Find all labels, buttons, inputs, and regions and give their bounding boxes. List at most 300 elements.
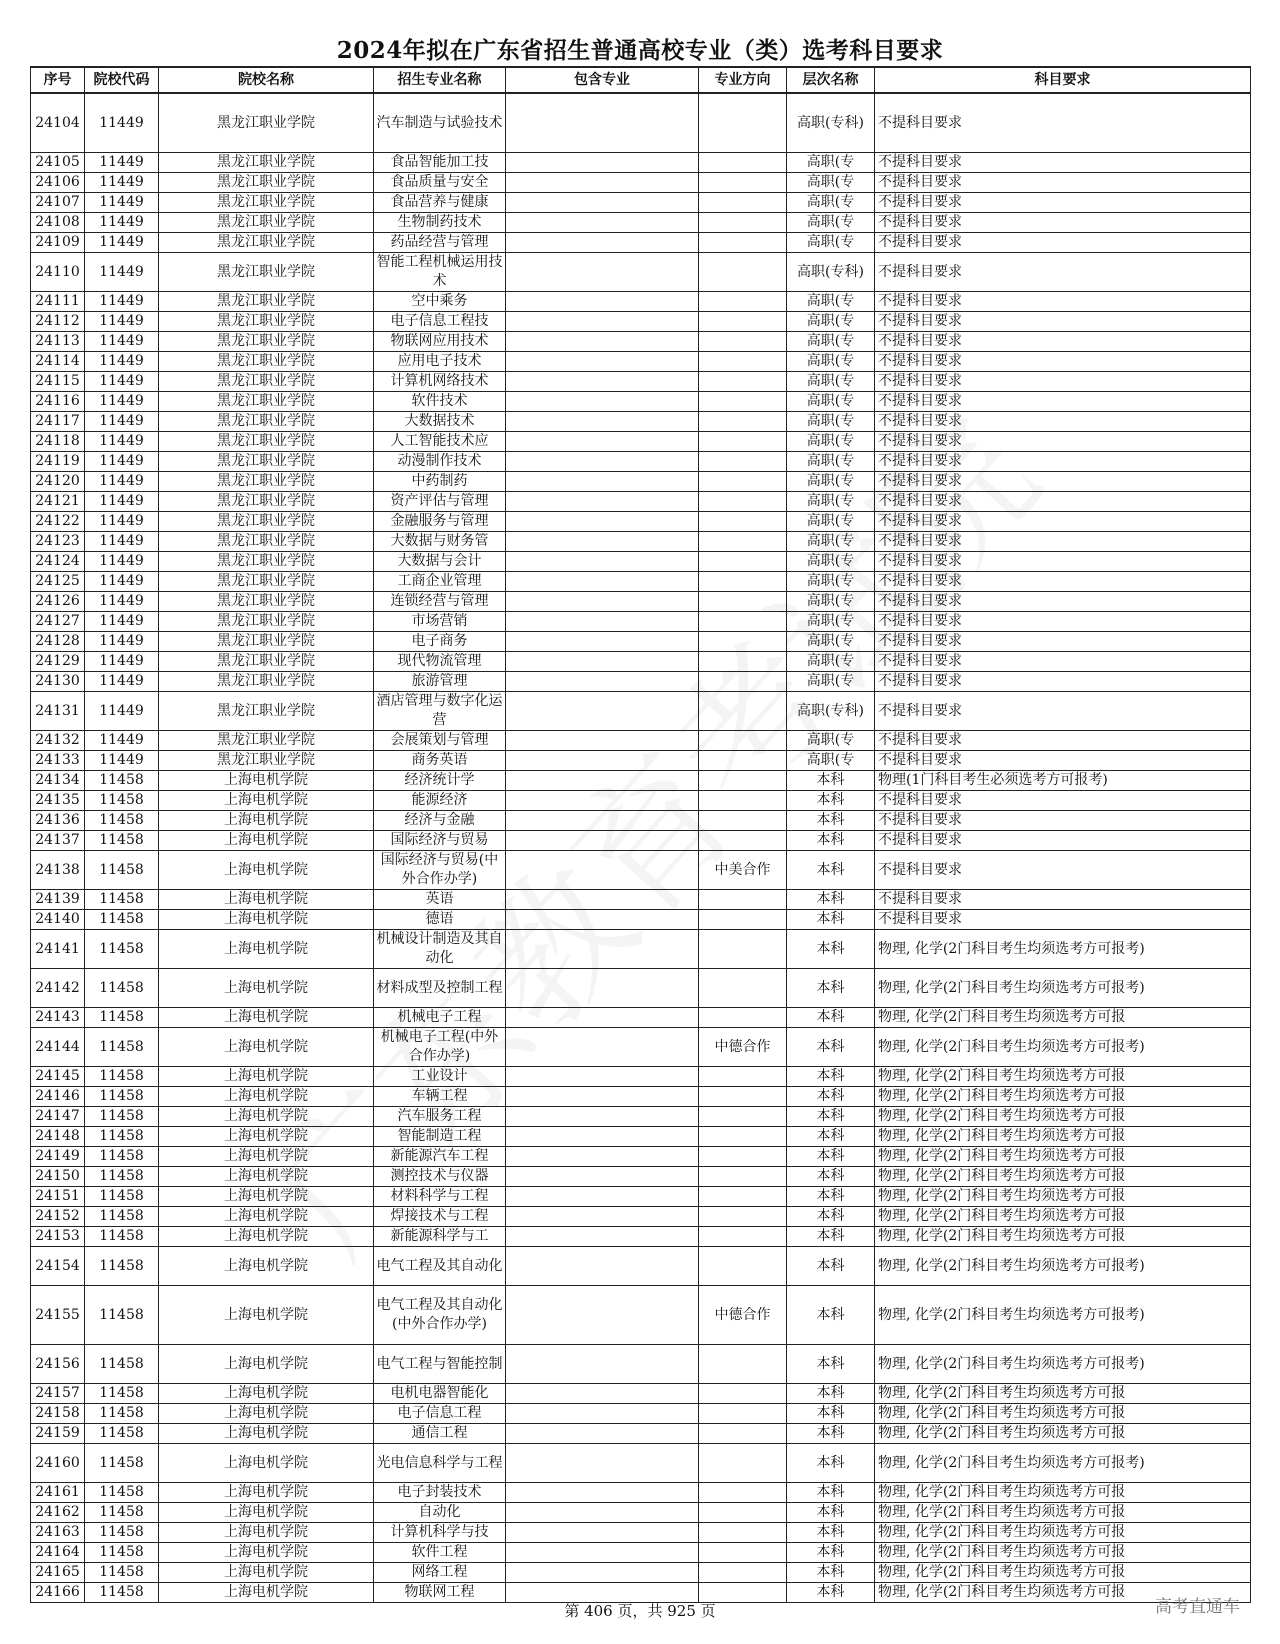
cell-school-name: 黑龙江职业学院 [159, 432, 374, 452]
cell-level: 本科 [787, 851, 875, 890]
cell-major-name: 新能源科学与工 [374, 1227, 506, 1247]
cell-included-majors [506, 1424, 699, 1444]
table-body [31, 93, 1251, 1603]
cell-school-name: 黑龙江职业学院 [159, 312, 374, 332]
cell-level: 本科 [787, 1008, 875, 1028]
cell-level: 高职(专 [787, 432, 875, 452]
cell-level: 高职(专 [787, 731, 875, 751]
cell-seq: 24113 [31, 332, 85, 352]
table-row [31, 292, 1251, 312]
table-row [31, 452, 1251, 472]
cell-school-code: 11449 [85, 592, 159, 612]
cell-major-name: 汽车服务工程 [374, 1107, 506, 1127]
cell-included-majors [506, 332, 699, 352]
cell-direction [699, 312, 787, 332]
cell-direction [699, 512, 787, 532]
cell-subject-requirement: 不提科目要求 [875, 811, 1251, 831]
cell-subject-requirement: 不提科目要求 [875, 253, 1251, 292]
cell-subject-requirement: 不提科目要求 [875, 452, 1251, 472]
cell-level: 本科 [787, 930, 875, 969]
cell-direction [699, 890, 787, 910]
cell-direction [699, 332, 787, 352]
cell-seq: 24137 [31, 831, 85, 851]
cell-direction [699, 472, 787, 492]
cell-school-name: 黑龙江职业学院 [159, 731, 374, 751]
cell-included-majors [506, 930, 699, 969]
cell-school-name: 黑龙江职业学院 [159, 292, 374, 312]
table-row [31, 173, 1251, 193]
cell-included-majors [506, 851, 699, 890]
cell-school-name: 上海电机学院 [159, 1187, 374, 1207]
cell-seq: 24149 [31, 1147, 85, 1167]
table-row [31, 1384, 1251, 1404]
table-row [31, 910, 1251, 930]
cell-major-name: 电子信息工程技 [374, 312, 506, 332]
table-row [31, 751, 1251, 771]
cell-school-name: 黑龙江职业学院 [159, 692, 374, 731]
cell-included-majors [506, 153, 699, 173]
cell-major-name: 机械电子工程(中外合作办学) [374, 1028, 506, 1067]
cell-subject-requirement: 物理, 化学(2门科目考生均须选考方可报考) [875, 1286, 1251, 1345]
cell-included-majors [506, 412, 699, 432]
cell-major-name: 经济与金融 [374, 811, 506, 831]
cell-direction [699, 652, 787, 672]
cell-direction [699, 1424, 787, 1444]
cell-included-majors [506, 731, 699, 751]
cell-subject-requirement: 不提科目要求 [875, 392, 1251, 412]
cell-level: 本科 [787, 890, 875, 910]
cell-school-name: 黑龙江职业学院 [159, 452, 374, 472]
cell-subject-requirement: 物理, 化学(2门科目考生均须选考方可报 [875, 1187, 1251, 1207]
cell-direction [699, 432, 787, 452]
table-row [31, 332, 1251, 352]
cell-level: 本科 [787, 1483, 875, 1503]
cell-seq: 24129 [31, 652, 85, 672]
cell-major-name: 应用电子技术 [374, 352, 506, 372]
cell-direction [699, 910, 787, 930]
cell-major-name: 智能制造工程 [374, 1127, 506, 1147]
table-row [31, 1424, 1251, 1444]
cell-included-majors [506, 969, 699, 1008]
cell-direction [699, 771, 787, 791]
cell-subject-requirement: 物理(1门科目考生必须选考方可报考) [875, 771, 1251, 791]
cell-level: 高职(专 [787, 652, 875, 672]
cell-level: 本科 [787, 1583, 875, 1603]
cell-included-majors [506, 771, 699, 791]
cell-seq: 24126 [31, 592, 85, 612]
cell-direction [699, 412, 787, 432]
cell-level: 本科 [787, 969, 875, 1008]
cell-included-majors [506, 193, 699, 213]
cell-school-code: 11458 [85, 1424, 159, 1444]
cell-level: 本科 [787, 1563, 875, 1583]
cell-school-code: 11449 [85, 412, 159, 432]
cell-school-name: 上海电机学院 [159, 1424, 374, 1444]
cell-direction [699, 233, 787, 253]
cell-school-code: 11458 [85, 1087, 159, 1107]
cell-school-code: 11458 [85, 1583, 159, 1603]
cell-subject-requirement: 物理, 化学(2门科目考生均须选考方可报 [875, 1067, 1251, 1087]
table-row [31, 731, 1251, 751]
header-school-code: 院校代码 [85, 67, 159, 93]
cell-included-majors [506, 1404, 699, 1424]
cell-school-code: 11458 [85, 831, 159, 851]
page-title: 2024年拟在广东省招生普通高校专业（类）选考科目要求 [336, 37, 944, 64]
cell-level: 本科 [787, 1286, 875, 1345]
cell-included-majors [506, 1563, 699, 1583]
cell-direction [699, 632, 787, 652]
cell-school-code: 11458 [85, 771, 159, 791]
cell-level: 高职(专 [787, 672, 875, 692]
table-row [31, 153, 1251, 173]
header-included-majors: 包含专业 [506, 67, 699, 93]
cell-direction [699, 1227, 787, 1247]
cell-major-name: 电子信息工程 [374, 1404, 506, 1424]
cell-school-name: 上海电机学院 [159, 1008, 374, 1028]
cell-school-code: 11449 [85, 512, 159, 532]
cell-seq: 24119 [31, 452, 85, 472]
cell-included-majors [506, 1227, 699, 1247]
cell-direction [699, 352, 787, 372]
table-row [31, 1444, 1251, 1483]
cell-school-name: 黑龙江职业学院 [159, 193, 374, 213]
cell-school-code: 11458 [85, 1444, 159, 1483]
cell-included-majors [506, 831, 699, 851]
cell-major-name: 焊接技术与工程 [374, 1207, 506, 1227]
cell-included-majors [506, 1345, 699, 1384]
cell-seq: 24145 [31, 1067, 85, 1087]
cell-included-majors [506, 1107, 699, 1127]
cell-included-majors [506, 1444, 699, 1483]
cell-school-name: 黑龙江职业学院 [159, 253, 374, 292]
table-row [31, 1107, 1251, 1127]
cell-included-majors [506, 672, 699, 692]
cell-school-code: 11458 [85, 1167, 159, 1187]
cell-seq: 24140 [31, 910, 85, 930]
cell-direction [699, 1107, 787, 1127]
table-row [31, 1247, 1251, 1286]
table-row [31, 552, 1251, 572]
cell-school-code: 11449 [85, 193, 159, 213]
table-row [31, 312, 1251, 332]
cell-direction [699, 672, 787, 692]
cell-school-name: 上海电机学院 [159, 1286, 374, 1345]
cell-direction [699, 1444, 787, 1483]
cell-major-name: 计算机网络技术 [374, 372, 506, 392]
cell-included-majors [506, 811, 699, 831]
cell-seq: 24128 [31, 632, 85, 652]
cell-seq: 24127 [31, 612, 85, 632]
cell-seq: 24143 [31, 1008, 85, 1028]
cell-school-code: 11449 [85, 173, 159, 193]
cell-school-code: 11449 [85, 213, 159, 233]
cell-included-majors [506, 213, 699, 233]
cell-school-code: 11449 [85, 632, 159, 652]
cell-school-name: 黑龙江职业学院 [159, 392, 374, 412]
cell-seq: 24160 [31, 1444, 85, 1483]
cell-level: 高职(专 [787, 412, 875, 432]
cell-school-name: 上海电机学院 [159, 1543, 374, 1563]
table-row [31, 672, 1251, 692]
cell-school-name: 上海电机学院 [159, 1404, 374, 1424]
cell-seq: 24152 [31, 1207, 85, 1227]
cell-level: 高职(专 [787, 193, 875, 213]
cell-level: 高职(专 [787, 213, 875, 233]
cell-seq: 24116 [31, 392, 85, 412]
cell-school-code: 11458 [85, 1384, 159, 1404]
table-row [31, 1147, 1251, 1167]
cell-level: 本科 [787, 1107, 875, 1127]
cell-level: 本科 [787, 1384, 875, 1404]
header-school-name: 院校名称 [159, 67, 374, 93]
cell-school-code: 11458 [85, 1008, 159, 1028]
cell-direction [699, 193, 787, 213]
cell-subject-requirement: 不提科目要求 [875, 731, 1251, 751]
cell-level: 高职(专 [787, 312, 875, 332]
cell-school-name: 上海电机学院 [159, 851, 374, 890]
cell-level: 本科 [787, 1444, 875, 1483]
cell-school-code: 11449 [85, 492, 159, 512]
cell-included-majors [506, 253, 699, 292]
cell-major-name: 酒店管理与数字化运营 [374, 692, 506, 731]
cell-school-code: 11449 [85, 452, 159, 472]
cell-school-name: 黑龙江职业学院 [159, 332, 374, 352]
cell-level: 本科 [787, 1127, 875, 1147]
cell-seq: 24146 [31, 1087, 85, 1107]
cell-school-name: 黑龙江职业学院 [159, 552, 374, 572]
cell-major-name: 通信工程 [374, 1424, 506, 1444]
cell-school-name: 上海电机学院 [159, 890, 374, 910]
table-row [31, 1345, 1251, 1384]
cell-seq: 24118 [31, 432, 85, 452]
cell-major-name: 旅游管理 [374, 672, 506, 692]
cell-included-majors [506, 1008, 699, 1028]
cell-level: 本科 [787, 1424, 875, 1444]
cell-subject-requirement: 物理, 化学(2门科目考生均须选考方可报 [875, 1384, 1251, 1404]
cell-direction [699, 692, 787, 731]
cell-school-code: 11458 [85, 851, 159, 890]
cell-included-majors [506, 632, 699, 652]
cell-level: 本科 [787, 1227, 875, 1247]
cell-level: 本科 [787, 1028, 875, 1067]
table-row [31, 352, 1251, 372]
cell-direction [699, 253, 787, 292]
cell-included-majors [506, 1286, 699, 1345]
table-row [31, 193, 1251, 213]
table-row [31, 392, 1251, 412]
cell-level: 本科 [787, 791, 875, 811]
cell-school-code: 11458 [85, 930, 159, 969]
table-row [31, 1167, 1251, 1187]
cell-school-name: 上海电机学院 [159, 1384, 374, 1404]
cell-direction [699, 1483, 787, 1503]
cell-school-code: 11458 [85, 791, 159, 811]
cell-seq: 24107 [31, 193, 85, 213]
cell-subject-requirement: 物理, 化学(2门科目考生均须选考方可报 [875, 1008, 1251, 1028]
cell-seq: 24148 [31, 1127, 85, 1147]
header-level: 层次名称 [787, 67, 875, 93]
cell-seq: 24131 [31, 692, 85, 731]
cell-school-code: 11449 [85, 672, 159, 692]
cell-direction [699, 751, 787, 771]
cell-school-code: 11449 [85, 153, 159, 173]
cell-school-name: 上海电机学院 [159, 1483, 374, 1503]
cell-school-name: 上海电机学院 [159, 1345, 374, 1384]
cell-major-name: 工业设计 [374, 1067, 506, 1087]
cell-school-code: 11458 [85, 1543, 159, 1563]
cell-school-name: 上海电机学院 [159, 1503, 374, 1523]
cell-seq: 24134 [31, 771, 85, 791]
cell-school-name: 黑龙江职业学院 [159, 372, 374, 392]
cell-major-name: 汽车制造与试验技术 [374, 93, 506, 153]
cell-direction [699, 1187, 787, 1207]
cell-school-name: 黑龙江职业学院 [159, 412, 374, 432]
cell-subject-requirement: 物理, 化学(2门科目考生均须选考方可报 [875, 1503, 1251, 1523]
table-row [31, 412, 1251, 432]
cell-major-name: 能源经济 [374, 791, 506, 811]
cell-level: 高职(专 [787, 532, 875, 552]
cell-subject-requirement: 物理, 化学(2门科目考生均须选考方可报考) [875, 1028, 1251, 1067]
table-row [31, 213, 1251, 233]
cell-school-name: 黑龙江职业学院 [159, 472, 374, 492]
cell-seq: 24108 [31, 213, 85, 233]
table-row [31, 1227, 1251, 1247]
cell-included-majors [506, 432, 699, 452]
cell-direction [699, 592, 787, 612]
cell-included-majors [506, 692, 699, 731]
cell-seq: 24135 [31, 791, 85, 811]
cell-level: 高职(专 [787, 751, 875, 771]
table-row [31, 652, 1251, 672]
cell-seq: 24124 [31, 552, 85, 572]
cell-seq: 24159 [31, 1424, 85, 1444]
cell-subject-requirement: 物理, 化学(2门科目考生均须选考方可报 [875, 1404, 1251, 1424]
cell-school-name: 上海电机学院 [159, 1444, 374, 1483]
cell-school-name: 黑龙江职业学院 [159, 652, 374, 672]
cell-seq: 24155 [31, 1286, 85, 1345]
cell-major-name: 国际经济与贸易(中外合作办学) [374, 851, 506, 890]
table-row [31, 791, 1251, 811]
cell-seq: 24156 [31, 1345, 85, 1384]
cell-school-code: 11449 [85, 332, 159, 352]
cell-included-majors [506, 1087, 699, 1107]
cell-subject-requirement: 不提科目要求 [875, 751, 1251, 771]
cell-level: 高职(专 [787, 173, 875, 193]
cell-included-majors [506, 612, 699, 632]
cell-major-name: 光电信息科学与工程 [374, 1444, 506, 1483]
cell-level: 高职(专 [787, 592, 875, 612]
cell-subject-requirement: 不提科目要求 [875, 472, 1251, 492]
cell-level: 本科 [787, 1167, 875, 1187]
cell-school-code: 11458 [85, 890, 159, 910]
cell-seq: 24104 [31, 93, 85, 153]
cell-level: 高职(专科) [787, 93, 875, 153]
cell-major-name: 药品经营与管理 [374, 233, 506, 253]
cell-major-name: 大数据与会计 [374, 552, 506, 572]
table-row [31, 969, 1251, 1008]
cell-direction: 中德合作 [699, 1028, 787, 1067]
cell-level: 本科 [787, 1147, 875, 1167]
table-row [31, 1028, 1251, 1067]
cell-included-majors [506, 572, 699, 592]
cell-major-name: 电机电器智能化 [374, 1384, 506, 1404]
cell-subject-requirement: 物理, 化学(2门科目考生均须选考方可报考) [875, 1345, 1251, 1384]
cell-subject-requirement: 物理, 化学(2门科目考生均须选考方可报 [875, 1523, 1251, 1543]
cell-direction [699, 1207, 787, 1227]
cell-major-name: 机械电子工程 [374, 1008, 506, 1028]
cell-direction [699, 930, 787, 969]
cell-direction [699, 1345, 787, 1384]
cell-subject-requirement: 不提科目要求 [875, 492, 1251, 512]
cell-included-majors [506, 1207, 699, 1227]
cell-seq: 24163 [31, 1523, 85, 1543]
cell-direction [699, 552, 787, 572]
cell-school-code: 11458 [85, 910, 159, 930]
cell-direction [699, 731, 787, 751]
cell-school-name: 黑龙江职业学院 [159, 751, 374, 771]
cell-seq: 24106 [31, 173, 85, 193]
cell-subject-requirement: 不提科目要求 [875, 512, 1251, 532]
cell-school-code: 11449 [85, 612, 159, 632]
cell-direction [699, 831, 787, 851]
cell-major-name: 物联网应用技术 [374, 332, 506, 352]
cell-included-majors [506, 791, 699, 811]
cell-subject-requirement: 不提科目要求 [875, 592, 1251, 612]
cell-seq: 24162 [31, 1503, 85, 1523]
cell-included-majors [506, 452, 699, 472]
cell-major-name: 中药制药 [374, 472, 506, 492]
cell-seq: 24114 [31, 352, 85, 372]
cell-level: 高职(专 [787, 392, 875, 412]
cell-school-code: 11449 [85, 292, 159, 312]
cell-seq: 24110 [31, 253, 85, 292]
cell-subject-requirement: 物理, 化学(2门科目考生均须选考方可报考) [875, 1247, 1251, 1286]
cell-subject-requirement: 物理, 化学(2门科目考生均须选考方可报 [875, 1583, 1251, 1603]
cell-seq: 24161 [31, 1483, 85, 1503]
cell-included-majors [506, 392, 699, 412]
cell-school-name: 上海电机学院 [159, 1247, 374, 1286]
table-row [31, 1187, 1251, 1207]
table-row [31, 851, 1251, 890]
cell-school-name: 黑龙江职业学院 [159, 233, 374, 253]
cell-level: 高职(专科) [787, 692, 875, 731]
cell-major-name: 连锁经营与管理 [374, 592, 506, 612]
cell-school-name: 黑龙江职业学院 [159, 612, 374, 632]
cell-included-majors [506, 1503, 699, 1523]
cell-major-name: 食品质量与安全 [374, 173, 506, 193]
cell-included-majors [506, 492, 699, 512]
cell-seq: 24138 [31, 851, 85, 890]
cell-level: 本科 [787, 910, 875, 930]
table-row [31, 532, 1251, 552]
header-subject-requirement: 科目要求 [875, 67, 1251, 93]
cell-included-majors [506, 1483, 699, 1503]
cell-included-majors [506, 233, 699, 253]
cell-level: 高职(专 [787, 332, 875, 352]
cell-subject-requirement: 不提科目要求 [875, 292, 1251, 312]
cell-subject-requirement: 物理, 化学(2门科目考生均须选考方可报考) [875, 1444, 1251, 1483]
cell-major-name: 计算机科学与技 [374, 1523, 506, 1543]
cell-major-name: 人工智能技术应 [374, 432, 506, 452]
cell-seq: 24120 [31, 472, 85, 492]
cell-school-code: 11458 [85, 1483, 159, 1503]
cell-direction [699, 1087, 787, 1107]
cell-major-name: 大数据技术 [374, 412, 506, 432]
table-row [31, 1563, 1251, 1583]
cell-level: 高职(专 [787, 452, 875, 472]
cell-school-name: 上海电机学院 [159, 1127, 374, 1147]
cell-level: 高职(专 [787, 352, 875, 372]
